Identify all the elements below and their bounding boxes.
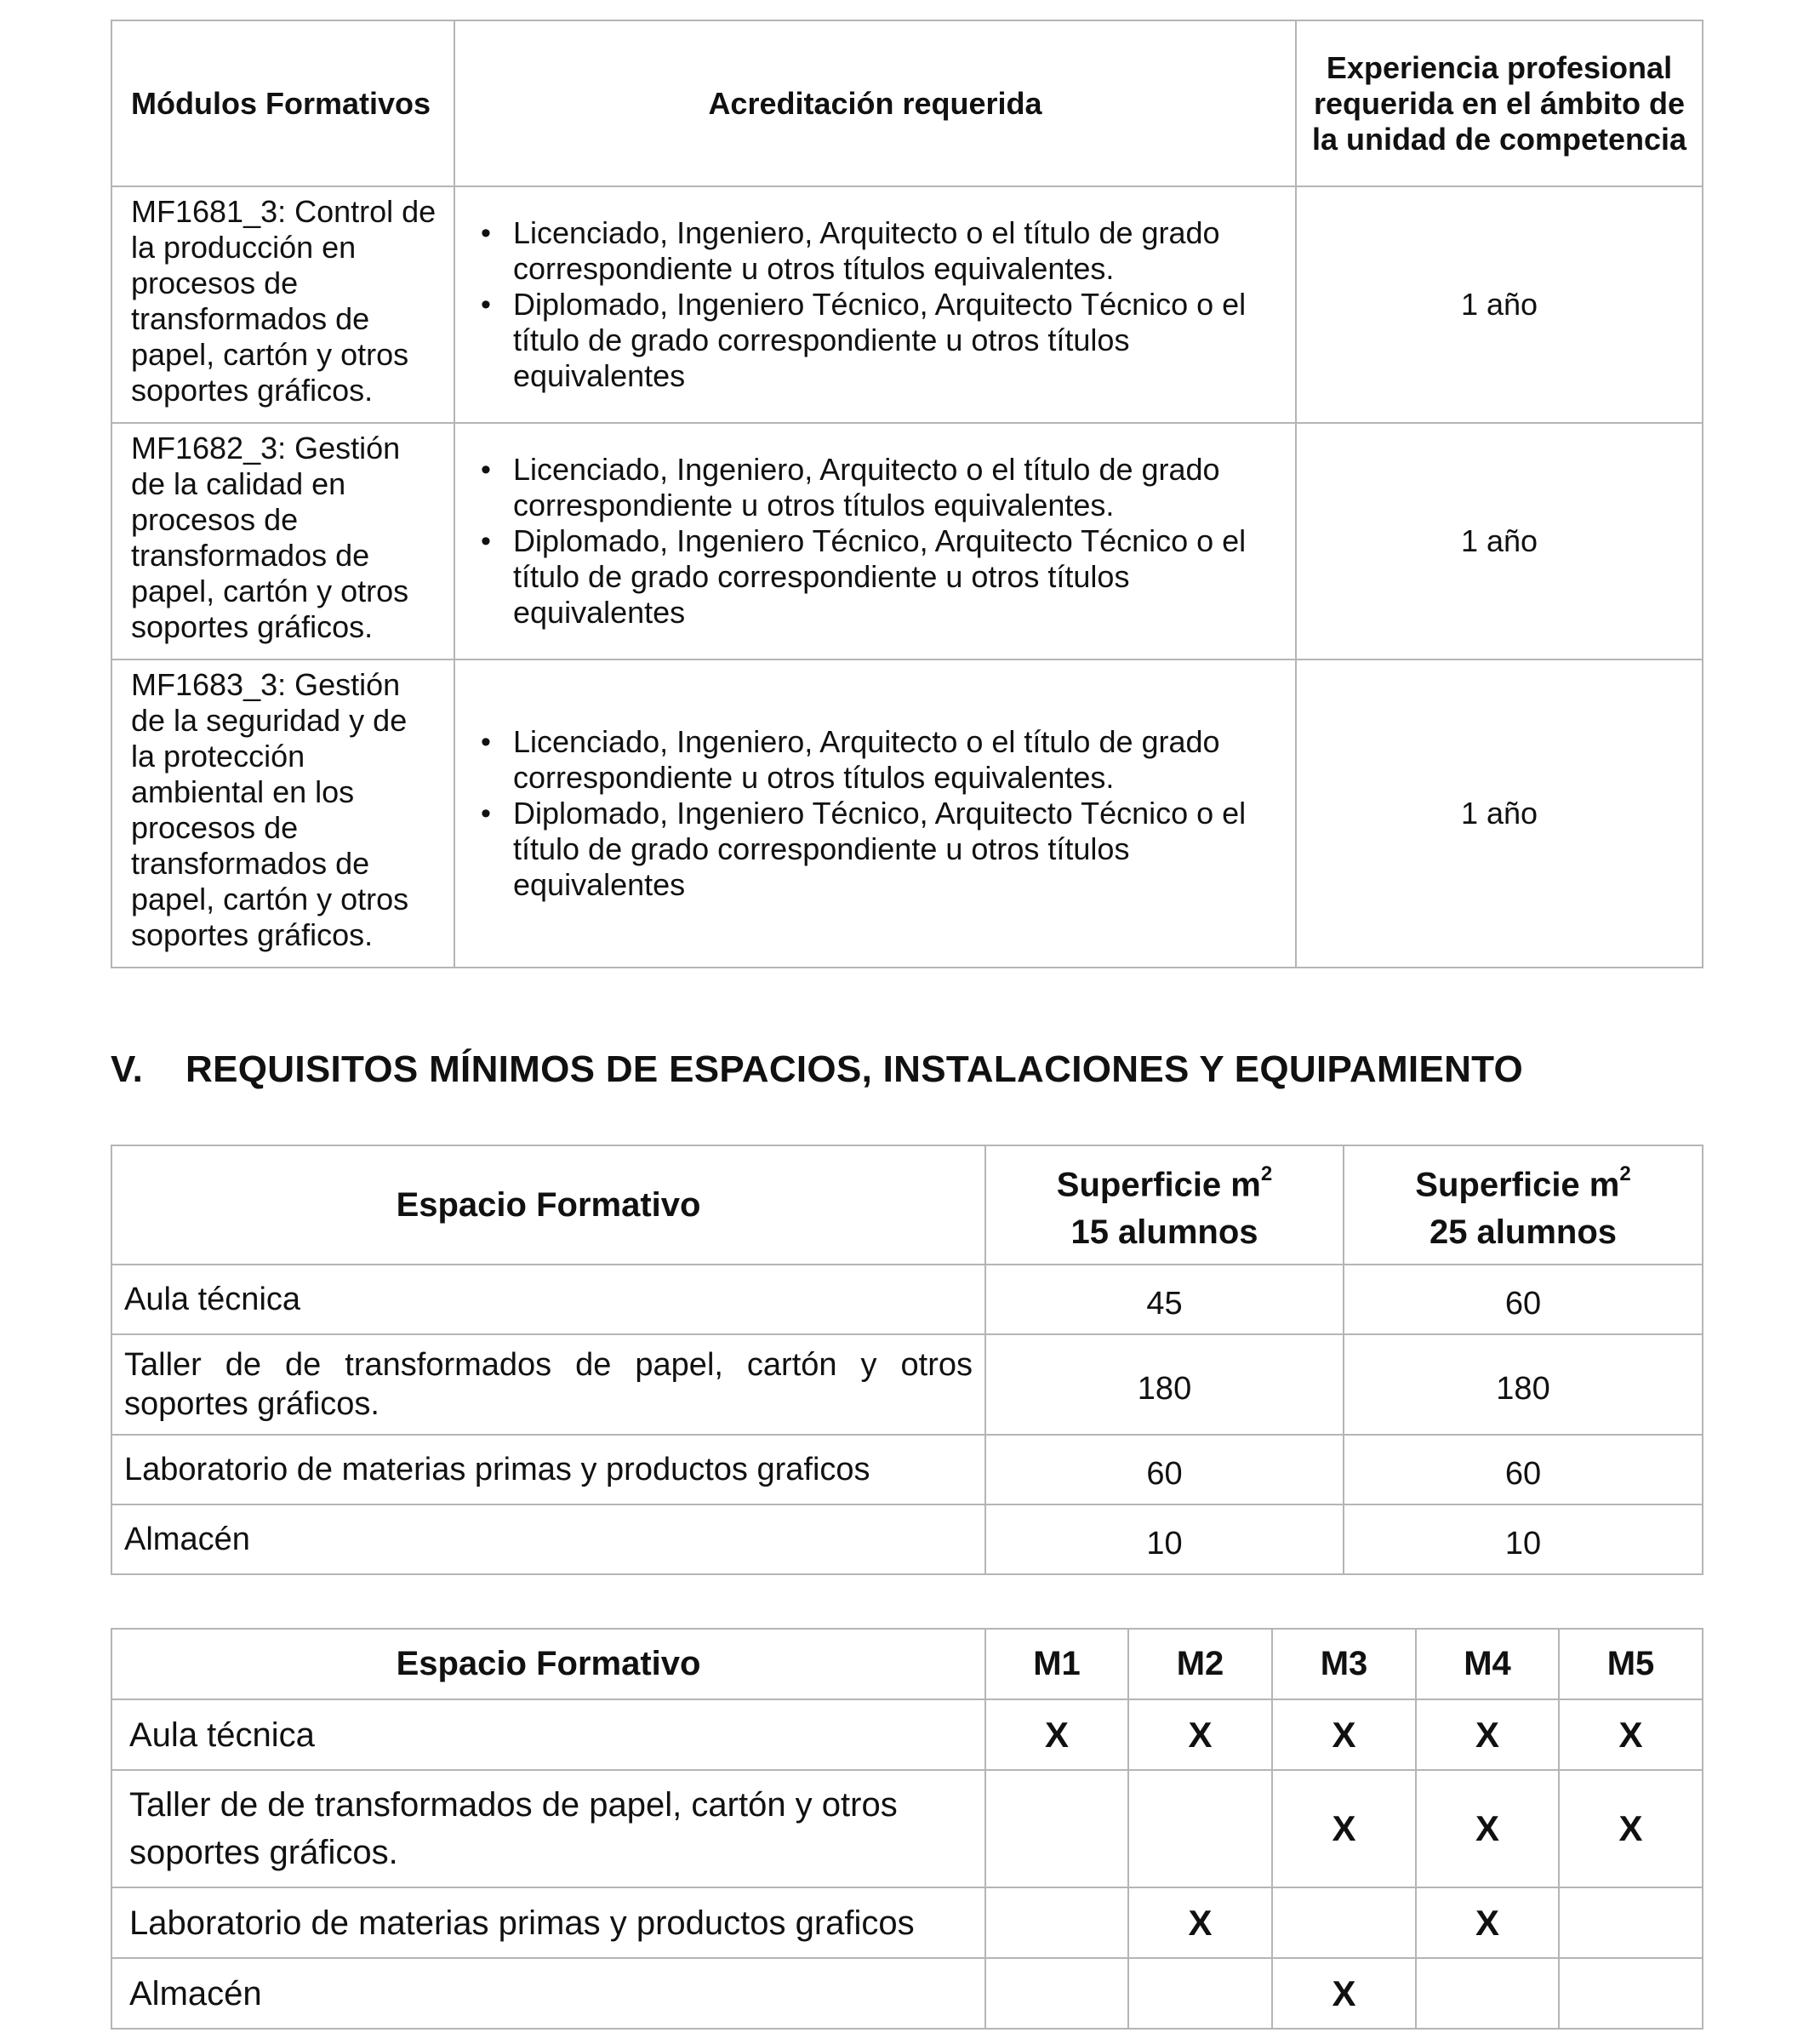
espacio-cell: Aula técnica: [111, 1699, 985, 1770]
alumnos-15-label: 15 alumnos: [1070, 1213, 1258, 1252]
superficie-25-cell: 180: [1344, 1334, 1703, 1435]
superficie-15-cell: 10: [985, 1504, 1344, 1574]
superficie-15-cell: 60: [985, 1435, 1344, 1504]
mark-cell: X: [1559, 1699, 1703, 1770]
espacio-cell: Taller de de transformados de papel, cartón y otros soportes gráficos.: [111, 1334, 985, 1435]
mark-cell: [1559, 1958, 1703, 2029]
acreditacion-list: [476, 215, 1278, 394]
table-row: [111, 186, 1703, 423]
experiencia-cell: 1 año: [1296, 659, 1703, 968]
header-modulos: Módulos Formativos: [111, 20, 454, 186]
superficie-exponent: 2: [1619, 1162, 1631, 1185]
table-row: [111, 1699, 1703, 1770]
mark-cell: X: [1416, 1699, 1559, 1770]
modulo-cell: MF1683_3: Gestión de la seguridad y de la protección ambiental en los procesos de transformados de papel, cartón y otros soportes gráficos.: [111, 659, 454, 968]
mark-cell: [1128, 1770, 1272, 1887]
alumnos-25-label: 25 alumnos: [1429, 1213, 1618, 1252]
mark-cell: X: [1272, 1770, 1416, 1887]
table-row: [111, 423, 1703, 659]
mark-cell: X: [1128, 1699, 1272, 1770]
list-item: • Licenciado, Ingeniero, Arquitecto o el título de grado correspondiente u otros títulos equivalentes.: [496, 724, 1278, 796]
header-m5: M5: [1559, 1629, 1703, 1699]
list-item: • Licenciado, Ingeniero, Arquitecto o el título de grado correspondiente u otros títulos equivalentes.: [496, 215, 1278, 287]
experiencia-cell: 1 año: [1296, 186, 1703, 423]
superficie-label: Superficie m: [1056, 1166, 1261, 1204]
mark-cell: X: [1416, 1770, 1559, 1887]
header-experiencia: Experiencia profesional requerida en el ámbito de la unidad de competencia: [1296, 20, 1703, 186]
espacio-cell: Almacén: [111, 1958, 985, 2029]
espacio-cell: Taller de de transformados de papel, cartón y otros soportes gráficos.: [111, 1770, 985, 1887]
mark-cell: X: [1272, 1699, 1416, 1770]
superficie-label: Superficie m: [1415, 1166, 1620, 1204]
header-superficie-25: [1344, 1145, 1703, 1265]
superficie-15-cell: 45: [985, 1265, 1344, 1334]
header-superficie-15: [985, 1145, 1344, 1265]
header-m1: M1: [985, 1629, 1128, 1699]
table-header-row: [111, 1629, 1703, 1699]
superficie-table: [111, 1145, 1703, 1575]
acreditacion-cell: [454, 659, 1296, 968]
acreditacion-list: [476, 724, 1278, 903]
mark-cell: X: [1128, 1887, 1272, 1958]
espacio-cell: Aula técnica: [111, 1265, 985, 1334]
mark-cell: X: [1559, 1770, 1703, 1887]
section-number: V.: [111, 1048, 144, 1090]
mark-cell: [1272, 1887, 1416, 1958]
header-espacio: Espacio Formativo: [111, 1145, 985, 1265]
experiencia-cell: 1 año: [1296, 423, 1703, 659]
superficie-25-cell: 60: [1344, 1265, 1703, 1334]
modulo-cell: MF1681_3: Control de la producción en procesos de transformados de papel, cartón y otros soportes gráficos.: [111, 186, 454, 423]
list-item: • Diplomado, Ingeniero Técnico, Arquitecto Técnico o el título de grado correspondiente u otros títulos equivalentes: [496, 523, 1278, 631]
modulo-cell: MF1682_3: Gestión de la calidad en procesos de transformados de papel, cartón y otros soportes gráficos.: [111, 423, 454, 659]
header-espacio: Espacio Formativo: [111, 1629, 985, 1699]
header-acreditacion: Acreditación requerida: [454, 20, 1296, 186]
superficie-exponent: 2: [1260, 1162, 1273, 1185]
table-row: [111, 1334, 1703, 1435]
mark-cell: [1559, 1887, 1703, 1958]
section-heading: [111, 1048, 1523, 1091]
table-row: [111, 1435, 1703, 1504]
acreditacion-cell: [454, 423, 1296, 659]
table-row: [111, 1958, 1703, 2029]
acreditacion-cell: [454, 186, 1296, 423]
mark-cell: X: [1416, 1887, 1559, 1958]
table-row: [111, 659, 1703, 968]
superficie-15-cell: 180: [985, 1334, 1344, 1435]
mark-cell: [985, 1887, 1128, 1958]
table-header-row: [111, 20, 1703, 186]
mark-cell: [985, 1770, 1128, 1887]
acreditacion-list: [476, 452, 1278, 631]
header-m3: M3: [1272, 1629, 1416, 1699]
header-m4: M4: [1416, 1629, 1559, 1699]
table-row: [111, 1265, 1703, 1334]
table-header-row: [111, 1145, 1703, 1265]
mark-cell: X: [985, 1699, 1128, 1770]
table-row: [111, 1887, 1703, 1958]
mark-cell: [985, 1958, 1128, 2029]
espacios-modulos-table: [111, 1628, 1703, 2030]
mark-cell: X: [1272, 1958, 1416, 2029]
formadores-table: [111, 20, 1703, 968]
mark-cell: [1128, 1958, 1272, 2029]
espacio-cell: Laboratorio de materias primas y productos graficos: [111, 1887, 985, 1958]
list-item: • Licenciado, Ingeniero, Arquitecto o el título de grado correspondiente u otros títulos equivalentes.: [496, 452, 1278, 523]
espacio-cell: Laboratorio de materias primas y productos graficos: [111, 1435, 985, 1504]
espacio-cell: Almacén: [111, 1504, 985, 1574]
header-m2: M2: [1128, 1629, 1272, 1699]
mark-cell: [1416, 1958, 1559, 2029]
list-item: • Diplomado, Ingeniero Técnico, Arquitecto Técnico o el título de grado correspondiente u otros títulos equivalentes: [496, 287, 1278, 394]
section-title: REQUISITOS MÍNIMOS DE ESPACIOS, INSTALACIONES Y EQUIPAMIENTO: [185, 1048, 1524, 1090]
superficie-25-cell: 10: [1344, 1504, 1703, 1574]
superficie-25-cell: 60: [1344, 1435, 1703, 1504]
table-row: [111, 1770, 1703, 1887]
table-row: [111, 1504, 1703, 1574]
list-item: • Diplomado, Ingeniero Técnico, Arquitecto Técnico o el título de grado correspondiente u otros títulos equivalentes: [496, 796, 1278, 903]
